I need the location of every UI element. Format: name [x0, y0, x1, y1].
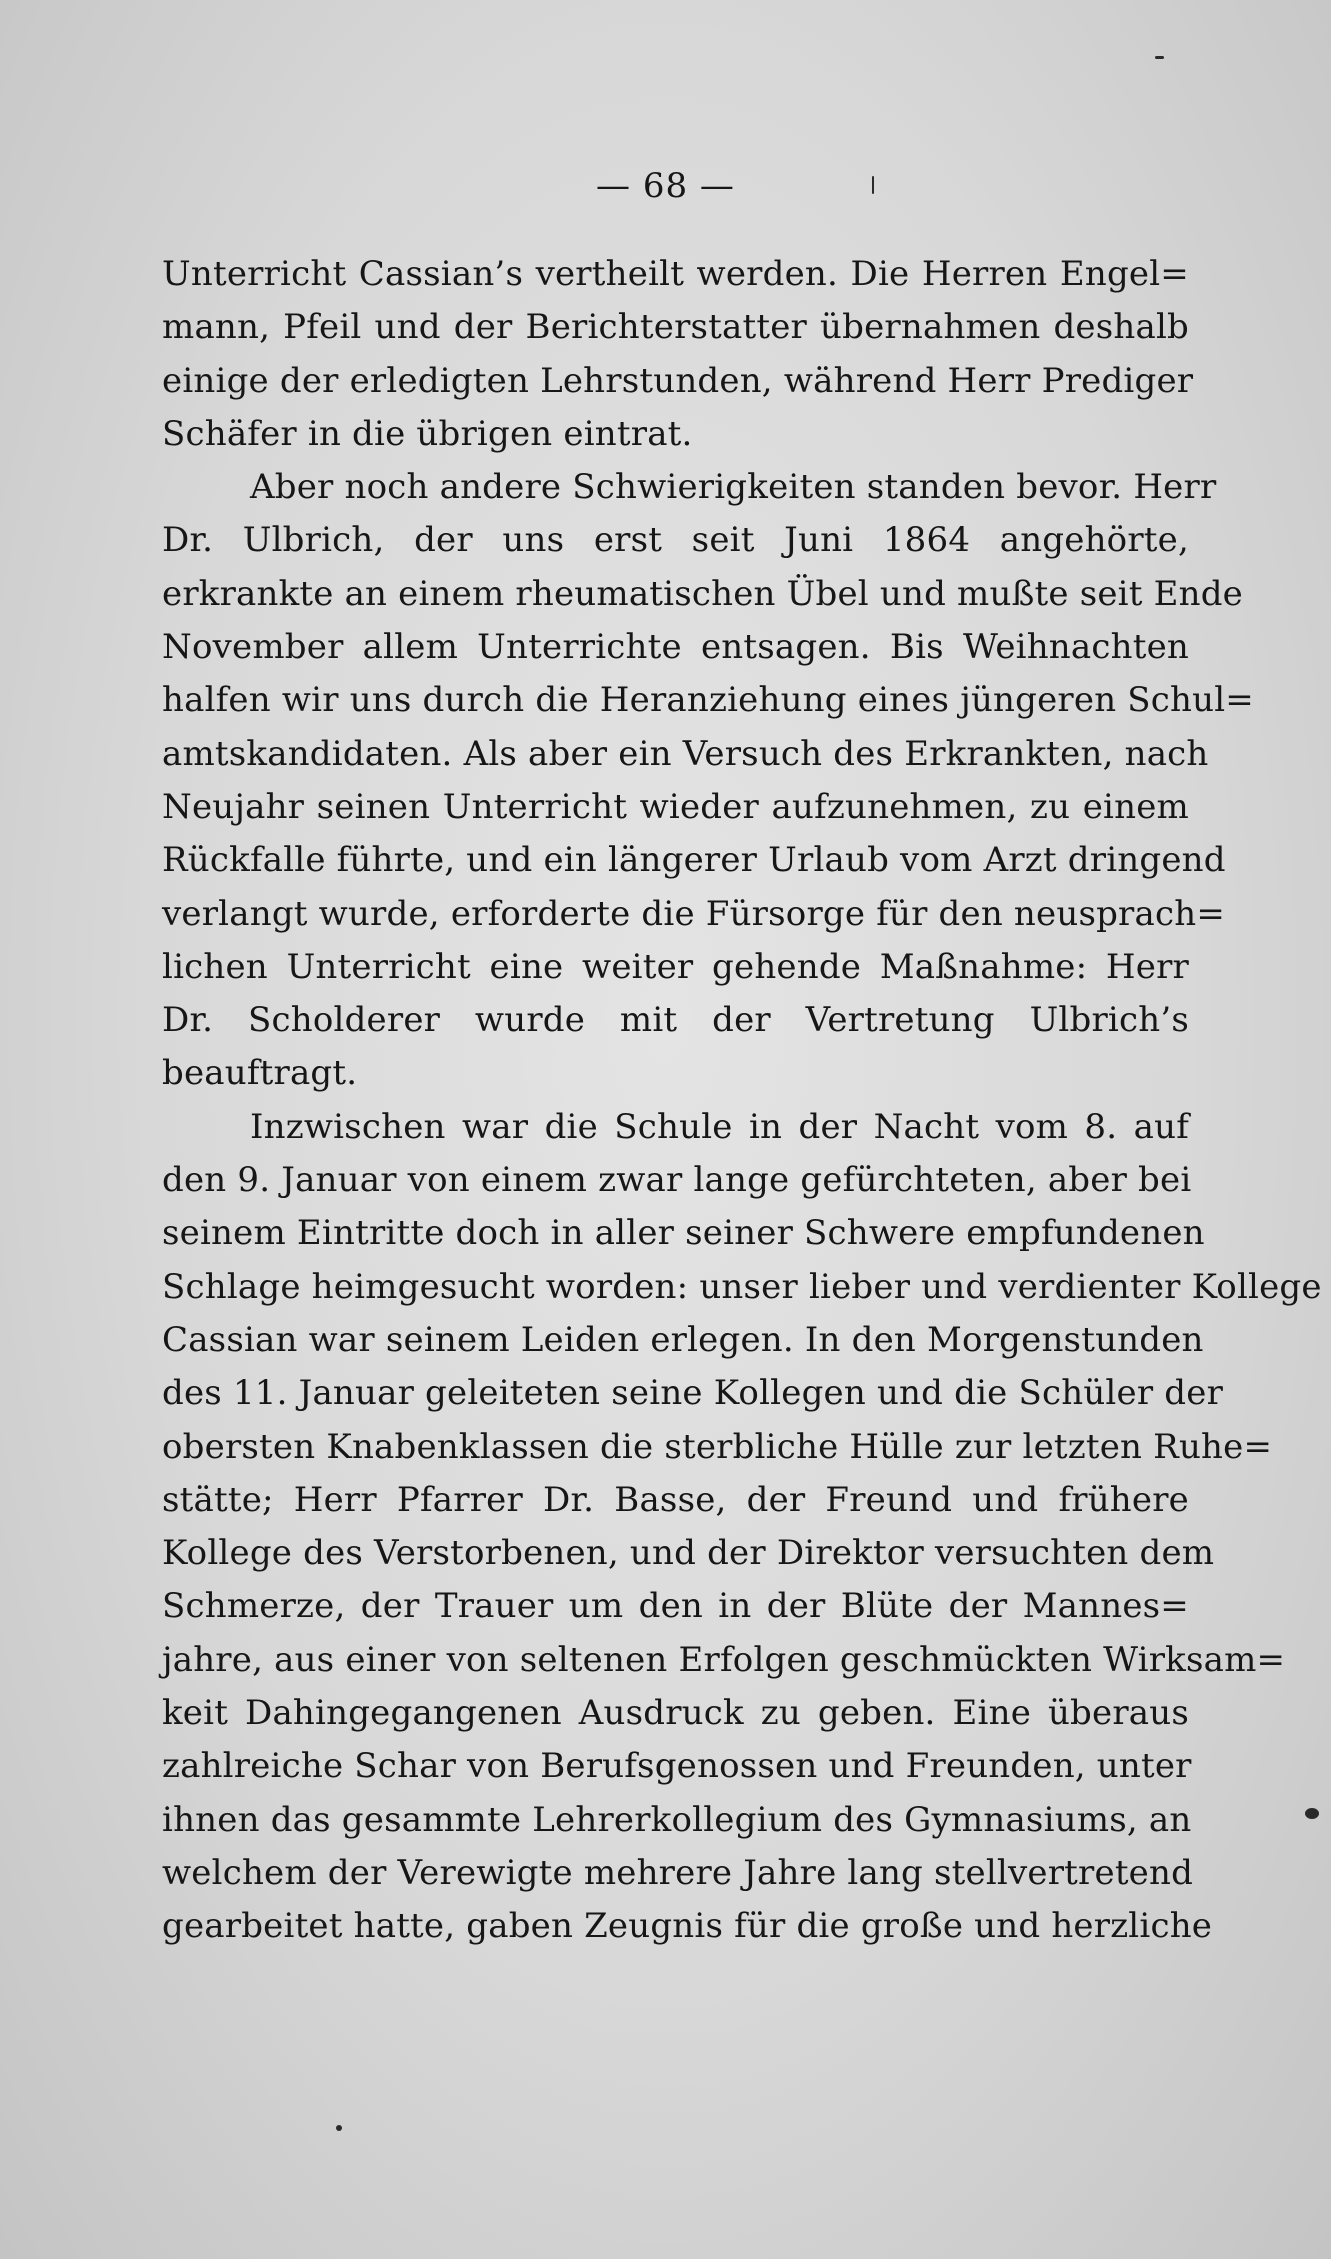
text-line: erkrankte an einem rheumatischen Übel und mußte seit Ende: [162, 573, 1244, 614]
text-line: Rückfalle führte, und ein längerer Urlaub vom Arzt dringend: [162, 840, 1226, 881]
text-line: stätte; Herr Pfarrer Dr. Basse, der Freund und frühere: [162, 1479, 1189, 1520]
text-line: amtskandidaten. Als aber ein Versuch des Erkrankten, nach: [162, 733, 1209, 774]
text-line: Dr. Scholderer wurde mit der Vertretung Ulbrich’s: [162, 1000, 1189, 1041]
text-line: mann, Pfeil und der Berichterstatter übernahmen deshalb: [162, 307, 1189, 348]
text-line: Schlage heimgesucht worden: unser lieber und verdienter Kollege: [162, 1266, 1322, 1307]
page-number: — 68 —: [596, 166, 735, 206]
text-line: ihnen das gesammte Lehrerkollegium des Gymnasiums, an: [162, 1799, 1192, 1840]
ink-speck: [872, 176, 874, 194]
text-line: beauftragt.: [162, 1053, 358, 1094]
text-line: einige der erledigten Lehrstunden, während Herr Prediger: [162, 360, 1194, 401]
text-line: des 11. Januar geleiteten seine Kollegen und die Schüler der: [162, 1373, 1224, 1414]
text-line: Dr. Ulbrich, der uns erst seit Juni 1864 angehörte,: [162, 520, 1189, 561]
text-line: seinem Eintritte doch in aller seiner Schwere empfundenen: [162, 1213, 1205, 1254]
text-line: November allem Unterrichte entsagen. Bis Weihnachten: [162, 627, 1189, 668]
text-line: keit Dahingegangenen Ausdruck zu geben. Eine überaus: [162, 1693, 1189, 1734]
ink-speck: [336, 2125, 342, 2131]
text-line: gearbeitet hatte, gaben Zeugnis für die große und herzliche: [162, 1906, 1213, 1947]
text-line: Cassian war seinem Leiden erlegen. In den Morgenstunden: [162, 1319, 1204, 1360]
text-line: Kollege des Verstorbenen, und der Direktor versuchten dem: [162, 1533, 1215, 1574]
text-line: Unterricht Cassian’s vertheilt werden. Die Herren Engel=: [162, 254, 1189, 294]
ink-speck: [1305, 1808, 1319, 1819]
text-line: welchem der Verewigte mehrere Jahre lang stellvertretend: [162, 1852, 1194, 1893]
text-line: zahlreiche Schar von Berufsgenossen und Freunden, unter: [162, 1746, 1192, 1787]
text-line: Neujahr seinen Unterricht wieder aufzunehmen, zu einem: [162, 786, 1189, 827]
text-line: lichen Unterricht eine weiter gehende Maßnahme: Herr: [162, 946, 1189, 987]
text-line: Schäfer in die übrigen eintrat.: [162, 413, 693, 454]
text-line: Inzwischen war die Schule in der Nacht vom 8. auf: [250, 1106, 1189, 1147]
text-line: Schmerze, der Trauer um den in der Blüte der Mannes=: [162, 1586, 1189, 1627]
text-line: den 9. Januar von einem zwar lange gefürchteten, aber bei: [162, 1160, 1192, 1201]
ink-speck: [1155, 56, 1164, 59]
body-text: [162, 248, 1322, 1954]
text-line: obersten Knabenklassen die sterbliche Hülle zur letzten Ruhe=: [162, 1426, 1273, 1467]
text-line: jahre, aus einer von seltenen Erfolgen geschmückten Wirksam=: [162, 1639, 1286, 1680]
text-line: Aber noch andere Schwierigkeiten standen bevor. Herr: [250, 467, 1217, 508]
text-line: halfen wir uns durch die Heranziehung eines jüngeren Schul=: [162, 680, 1254, 721]
text-line: verlangt wurde, erforderte die Fürsorge für den neusprach=: [162, 893, 1226, 934]
